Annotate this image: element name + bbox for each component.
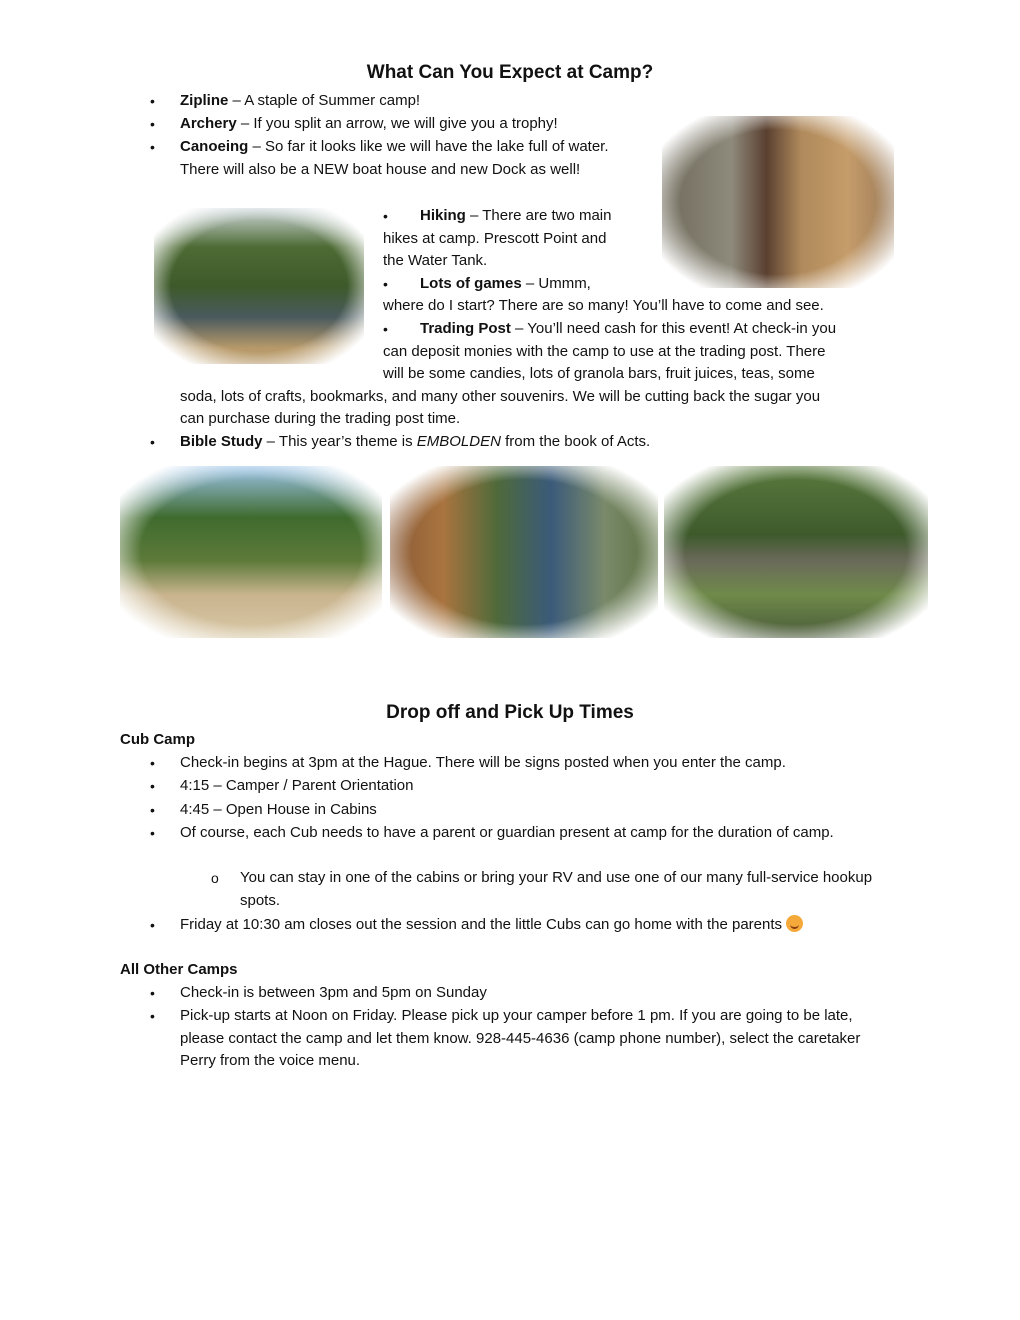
list-item-games xyxy=(420,273,591,295)
list-item: Pick-up starts at Noon on Friday. Please pick up your camper before 1 pm. If you are going to be late, please contact the camp and let them know. 928-445-4636 (camp phone number), select the caretaker Perry from the voice menu. xyxy=(180,1007,861,1070)
item-text-line: the Water Tank. xyxy=(383,252,488,269)
bullet: • xyxy=(150,434,155,450)
list-item: Of course, each Cub needs to have a parent or guardian present at camp for the duration of camp. xyxy=(180,824,834,841)
item-text: – So far it looks like we will have the lake full of water. There will also be a NEW boat house and new Dock as well! xyxy=(180,138,609,178)
sub-bullet: o xyxy=(211,870,219,886)
bullet: • xyxy=(383,276,388,292)
item-text: – A staple of Summer camp! xyxy=(228,92,421,109)
item-label: Lots of games xyxy=(420,275,522,292)
item-label: Canoeing xyxy=(180,138,249,155)
list-item-canoeing xyxy=(180,136,642,181)
item-text: – This year’s theme is xyxy=(262,433,417,450)
list-item-archery xyxy=(180,113,558,135)
list-item-bible-study xyxy=(180,431,650,453)
item-text: from the book of Acts. xyxy=(500,433,651,450)
list-item: Check-in is between 3pm and 5pm on Sunday xyxy=(180,984,487,1001)
item-text-line: can purchase during the trading post time. xyxy=(180,410,461,427)
photo-volleyball xyxy=(120,466,382,638)
bullet: • xyxy=(150,139,155,155)
bullet: • xyxy=(150,778,155,794)
item-text: – There are two main xyxy=(465,207,612,224)
photo-picnic-table xyxy=(390,466,658,638)
bullet: • xyxy=(150,93,155,109)
list-item-zipline xyxy=(180,90,420,112)
list-item-trading-post xyxy=(420,318,836,340)
bullet: • xyxy=(150,116,155,132)
bullet: • xyxy=(150,825,155,841)
item-label: Hiking xyxy=(420,207,466,224)
list-item: 4:45 – Open House in Cabins xyxy=(180,801,377,818)
smiley-emoji-icon xyxy=(786,915,803,932)
other-camps-heading: All Other Camps xyxy=(120,961,238,978)
bullet: • xyxy=(150,1008,155,1024)
bullet: • xyxy=(383,208,388,224)
list-item xyxy=(180,914,803,936)
section-title-drop-off: Drop off and Pick Up Times xyxy=(386,702,634,723)
item-text-line: where do I start? There are so many! You’ll have to come and see. xyxy=(383,297,824,314)
bullet: • xyxy=(383,321,388,337)
sub-list-item: You can stay in one of the cabins or bring your RV and use one of our many full-service hookup spots. xyxy=(240,869,873,909)
cub-camp-heading: Cub Camp xyxy=(120,731,195,748)
item-text-line: will be some candies, lots of granola bars, fruit juices, teas, some xyxy=(383,365,815,382)
bullet: • xyxy=(150,755,155,771)
photo-canoe-dock xyxy=(154,208,364,364)
photo-climbing-wall xyxy=(662,116,894,288)
bullet: • xyxy=(150,802,155,818)
photo-hiking-group xyxy=(664,466,928,638)
item-label: Archery xyxy=(180,115,237,132)
section-title-what-to-expect: What Can You Expect at Camp? xyxy=(366,62,654,83)
item-text: – You’ll need cash for this event! At check-in you xyxy=(510,320,837,337)
item-text: – If you split an arrow, we will give you a trophy! xyxy=(236,115,558,132)
list-item: 4:15 – Camper / Parent Orientation xyxy=(180,777,414,794)
bullet: • xyxy=(150,985,155,1001)
list-item-hiking xyxy=(420,205,611,227)
item-text-line: can deposit monies with the camp to use at the trading post. There xyxy=(383,343,826,360)
theme-name: EMBOLDEN xyxy=(416,433,501,450)
item-label: Trading Post xyxy=(420,320,511,337)
item-text: – Ummm, xyxy=(521,275,591,292)
item-text: Friday at 10:30 am closes out the session and the little Cubs can go home with the parents xyxy=(180,916,783,933)
list-item: Check-in begins at 3pm at the Hague. There will be signs posted when you enter the camp. xyxy=(180,754,786,771)
item-label: Bible Study xyxy=(180,433,263,450)
item-text-line: hikes at camp. Prescott Point and xyxy=(383,230,607,247)
item-text-line: soda, lots of crafts, bookmarks, and many other souvenirs. We will be cutting back the sugar you xyxy=(180,388,821,405)
bullet: • xyxy=(150,917,155,933)
item-label: Zipline xyxy=(180,92,229,109)
